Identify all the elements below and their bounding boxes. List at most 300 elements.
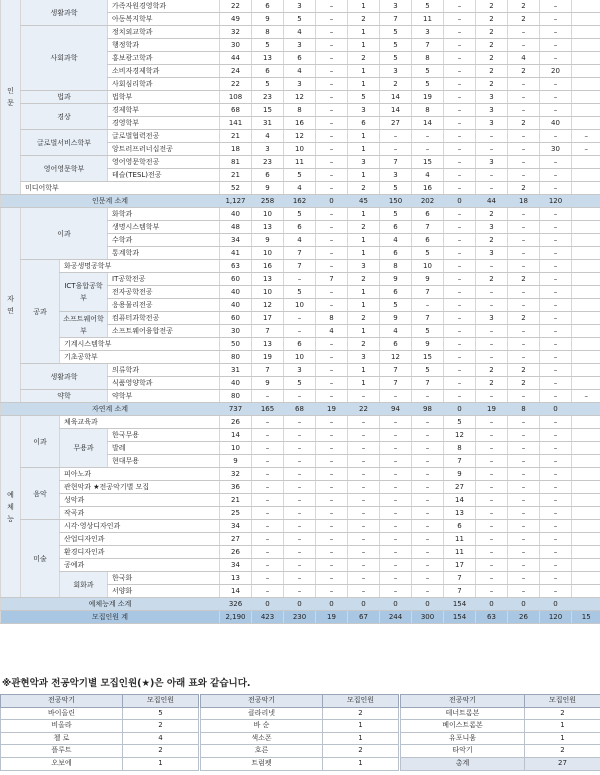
quota-cell: 2 — [476, 364, 508, 377]
department-name: 컴퓨터과학전공 — [108, 312, 220, 325]
quota-cell: 48 — [220, 221, 252, 234]
total-cell: 150 — [380, 195, 412, 208]
instrument-row — [401, 720, 600, 733]
total-cell: 154 — [444, 598, 476, 611]
quota-cell: 5 — [252, 78, 284, 91]
quota-cell: – — [252, 507, 284, 520]
quota-cell: – — [508, 533, 540, 546]
quota-cell: – — [508, 78, 540, 91]
quota-cell: 21 — [220, 169, 252, 182]
quota-cell: 19 — [252, 351, 284, 364]
quota-cell: – — [444, 221, 476, 234]
quota-cell: 9 — [380, 312, 412, 325]
quota-cell: 4 — [380, 325, 412, 338]
quota-cell: 7 — [412, 286, 444, 299]
quota-cell: 7 — [412, 377, 444, 390]
quota-cell: – — [444, 182, 476, 195]
quota-cell: – — [540, 26, 572, 39]
quota-cell: 15 — [412, 351, 444, 364]
total-cell: 737 — [220, 403, 252, 416]
quota-cell: 1 — [348, 65, 380, 78]
quota-cell: – — [540, 39, 572, 52]
quota-cell: 2 — [508, 273, 540, 286]
quota-cell: 19 — [412, 91, 444, 104]
department-name: 홍보광고학과 — [108, 52, 220, 65]
department-name: 현대무용 — [108, 455, 220, 468]
quota-cell: 7 — [380, 377, 412, 390]
quota-cell — [572, 78, 600, 91]
total-cell: 423 — [252, 611, 284, 624]
instrument-note: ※관현악과 전공악기별 모집인원(★)은 아래 표와 같습니다. — [2, 678, 251, 689]
quota-cell: – — [540, 260, 572, 273]
table-row — [1, 520, 600, 533]
quota-cell: 14 — [220, 429, 252, 442]
quota-cell: 3 — [476, 221, 508, 234]
quota-cell: 2 — [476, 234, 508, 247]
department-name: 기계시스템학부 — [60, 338, 220, 351]
quota-cell: 2 — [508, 65, 540, 78]
quota-cell: 24 — [220, 65, 252, 78]
quota-cell: 5 — [412, 0, 444, 13]
department-name: 정치외교학과 — [108, 26, 220, 39]
total-cell: 44 — [476, 195, 508, 208]
group-label: 생활과학 — [21, 0, 108, 26]
quota-cell: – — [572, 143, 600, 156]
total-label: 총계 — [401, 757, 525, 770]
quota-cell: – — [316, 481, 348, 494]
quota-cell — [572, 91, 600, 104]
table-row — [1, 572, 600, 585]
quota-cell: – — [380, 585, 412, 598]
quota-cell: 32 — [220, 468, 252, 481]
quota-cell: – — [380, 442, 412, 455]
quota-cell: – — [444, 26, 476, 39]
quota-cell — [572, 156, 600, 169]
quota-cell: – — [316, 65, 348, 78]
quota-cell: – — [508, 143, 540, 156]
instrument-row — [201, 720, 399, 733]
quota-cell: – — [476, 585, 508, 598]
quota-cell: – — [316, 91, 348, 104]
quota-cell: 12 — [252, 299, 284, 312]
quota-cell: – — [252, 468, 284, 481]
quota-cell: – — [444, 169, 476, 182]
quota-cell: 16 — [284, 117, 316, 130]
quota-cell: – — [380, 416, 412, 429]
quota-cell: – — [316, 299, 348, 312]
quota-cell: 10 — [252, 208, 284, 221]
quota-cell: – — [412, 429, 444, 442]
quota-cell: – — [540, 78, 572, 91]
area-label-science: 자 연 — [1, 208, 21, 403]
quota-cell: – — [508, 481, 540, 494]
quota-cell: 6 — [284, 338, 316, 351]
quota-cell: 9 — [412, 273, 444, 286]
instrument-row — [201, 745, 399, 758]
quota-cell: – — [252, 546, 284, 559]
total-cell: 0 — [284, 598, 316, 611]
quota-cell: – — [316, 520, 348, 533]
quota-cell: 9 — [252, 377, 284, 390]
quota-cell: – — [284, 325, 316, 338]
group-label: 소프트웨어학부 — [60, 312, 108, 338]
quota-cell: – — [508, 286, 540, 299]
quota-cell: 80 — [220, 351, 252, 364]
table-row — [1, 0, 600, 13]
quota-cell: – — [508, 520, 540, 533]
quota-cell: 4 — [284, 26, 316, 39]
quota-cell: 1 — [348, 130, 380, 143]
quota-cell: – — [412, 390, 444, 403]
quota-cell: 7 — [284, 260, 316, 273]
quota-cell: 6 — [380, 247, 412, 260]
department-name: 관현악과 ★전공악기별 모집 — [60, 481, 220, 494]
instrument-name: 바 순 — [201, 720, 323, 733]
total-cell: 18 — [508, 195, 540, 208]
quota-cell: – — [444, 39, 476, 52]
department-name: 경영학부 — [108, 117, 220, 130]
quota-cell: 6 — [284, 52, 316, 65]
table-row — [1, 91, 600, 104]
quota-cell: 2 — [508, 312, 540, 325]
quota-cell: 6 — [348, 117, 380, 130]
quota-cell: – — [540, 442, 572, 455]
quota-cell: 1 — [348, 234, 380, 247]
quota-cell — [572, 338, 600, 351]
table-row — [1, 130, 600, 143]
instrument-quota: 1 — [525, 732, 600, 745]
quota-cell: – — [476, 533, 508, 546]
quota-cell: – — [444, 390, 476, 403]
quota-cell: – — [284, 429, 316, 442]
quota-cell: – — [476, 182, 508, 195]
quota-cell: 8 — [444, 442, 476, 455]
quota-cell: – — [316, 468, 348, 481]
subtotal-label: 자연계 소계 — [1, 403, 220, 416]
quota-cell: 10 — [412, 260, 444, 273]
quota-cell: – — [348, 507, 380, 520]
total-cell: 258 — [252, 195, 284, 208]
quota-cell: 141 — [220, 117, 252, 130]
quota-cell: – — [540, 481, 572, 494]
quota-cell: – — [412, 494, 444, 507]
quota-cell: 2 — [348, 312, 380, 325]
quota-cell: 2 — [476, 13, 508, 26]
table-row — [1, 260, 600, 273]
total-cell: 326 — [220, 598, 252, 611]
quota-cell: – — [540, 299, 572, 312]
quota-cell: – — [316, 234, 348, 247]
quota-cell: 1 — [348, 78, 380, 91]
quota-cell: 8 — [252, 26, 284, 39]
quota-cell: 2 — [508, 364, 540, 377]
quota-cell: – — [540, 585, 572, 598]
quota-cell: 13 — [252, 221, 284, 234]
quota-cell: – — [508, 338, 540, 351]
total-cell: 63 — [476, 611, 508, 624]
quota-cell: 3 — [348, 260, 380, 273]
instrument-row — [201, 757, 399, 770]
quota-cell: – — [540, 286, 572, 299]
quota-cell: – — [316, 247, 348, 260]
quota-cell — [572, 286, 600, 299]
quota-cell: – — [540, 130, 572, 143]
quota-cell — [572, 494, 600, 507]
quota-cell: 3 — [476, 312, 508, 325]
quota-cell: – — [284, 533, 316, 546]
total-cell: 19 — [316, 611, 348, 624]
quota-cell: – — [348, 546, 380, 559]
quota-cell: – — [444, 377, 476, 390]
quota-cell: – — [540, 156, 572, 169]
quota-cell: 30 — [540, 143, 572, 156]
instrument-quota: 5 — [123, 707, 199, 720]
group-label: 미술 — [21, 520, 60, 598]
instrument-quota: 2 — [323, 707, 399, 720]
quota-cell: 16 — [412, 182, 444, 195]
quota-cell: 1 — [348, 26, 380, 39]
quota-cell: – — [508, 104, 540, 117]
total-cell: 19 — [316, 403, 348, 416]
table-row — [1, 208, 600, 221]
quota-cell: – — [476, 299, 508, 312]
quota-cell: – — [412, 416, 444, 429]
group-label: 경상 — [21, 104, 108, 130]
quota-cell: – — [316, 572, 348, 585]
quota-cell: 6 — [444, 520, 476, 533]
quota-cell: – — [380, 455, 412, 468]
quota-cell: 40 — [540, 117, 572, 130]
quota-cell: – — [412, 585, 444, 598]
quota-cell: 8 — [284, 104, 316, 117]
quota-cell: 23 — [252, 91, 284, 104]
instrument-quota: 1 — [323, 720, 399, 733]
department-name: 기초공학부 — [60, 351, 220, 364]
total-cell: 202 — [412, 195, 444, 208]
total-cell: 67 — [348, 611, 380, 624]
quota-cell: – — [412, 520, 444, 533]
table-row — [1, 338, 600, 351]
quota-cell: – — [508, 494, 540, 507]
quota-cell: 12 — [444, 429, 476, 442]
group-label: 무용과 — [60, 429, 108, 468]
quota-cell: 3 — [252, 143, 284, 156]
quota-cell — [572, 221, 600, 234]
quota-cell: – — [284, 312, 316, 325]
quota-cell: – — [252, 429, 284, 442]
quota-cell: 21 — [220, 494, 252, 507]
department-name: 환경디자인과 — [60, 546, 220, 559]
quota-cell: 40 — [220, 286, 252, 299]
quota-cell: – — [508, 234, 540, 247]
quota-cell: 3 — [476, 117, 508, 130]
quota-cell: – — [508, 156, 540, 169]
quota-cell: 6 — [380, 338, 412, 351]
quota-cell: 7 — [412, 39, 444, 52]
quota-cell: 6 — [252, 0, 284, 13]
instrument-header: 전공악기 — [401, 695, 525, 708]
quota-cell: 5 — [412, 247, 444, 260]
quota-cell: 6 — [380, 286, 412, 299]
quota-cell: – — [508, 221, 540, 234]
quota-cell: – — [316, 416, 348, 429]
quota-cell: 27 — [220, 533, 252, 546]
department-name: 소비자경제학과 — [108, 65, 220, 78]
quota-cell — [572, 507, 600, 520]
quota-cell: – — [444, 65, 476, 78]
quota-cell: 5 — [284, 13, 316, 26]
department-name: 화공생명공학부 — [60, 260, 220, 273]
quota-cell: 40 — [220, 208, 252, 221]
quota-cell: – — [476, 130, 508, 143]
quota-cell: 5 — [380, 182, 412, 195]
quota-cell: – — [444, 13, 476, 26]
group-label: 이과 — [21, 208, 108, 260]
department-name: 생명시스템학부 — [108, 221, 220, 234]
department-name: 작곡과 — [60, 507, 220, 520]
quota-cell: – — [348, 442, 380, 455]
quota-cell: – — [348, 455, 380, 468]
table-row — [1, 416, 600, 429]
quota-cell: – — [540, 559, 572, 572]
quota-cell: 2 — [348, 338, 380, 351]
quota-cell: 2 — [348, 273, 380, 286]
quota-cell: – — [540, 312, 572, 325]
quota-cell: – — [476, 429, 508, 442]
department-name: 화학과 — [108, 208, 220, 221]
quota-cell: 11 — [444, 546, 476, 559]
department-name: 한국화 — [108, 572, 220, 585]
total-cell: 0 — [444, 403, 476, 416]
quota-cell: – — [476, 442, 508, 455]
group-label: 공과 — [21, 260, 60, 364]
quota-cell — [572, 546, 600, 559]
quota-cell: 26 — [220, 416, 252, 429]
quota-cell: – — [316, 130, 348, 143]
department-name: 테슬(TESL)전공 — [108, 169, 220, 182]
quota-cell: 50 — [220, 338, 252, 351]
quota-cell: 7 — [444, 585, 476, 598]
quota-cell: 4 — [284, 65, 316, 78]
quota-cell: – — [444, 338, 476, 351]
instrument-table-2 — [200, 694, 399, 771]
quota-cell: – — [508, 299, 540, 312]
quota-cell — [572, 169, 600, 182]
quota-cell: 1 — [348, 208, 380, 221]
department-name: 산업디자인과 — [60, 533, 220, 546]
quota-cell — [572, 559, 600, 572]
quota-cell: 6 — [412, 208, 444, 221]
total-cell: 0 — [252, 598, 284, 611]
quota-cell: 40 — [220, 299, 252, 312]
quota-cell: 81 — [220, 156, 252, 169]
quota-cell: 14 — [412, 117, 444, 130]
quota-cell: – — [316, 507, 348, 520]
department-name: 발레 — [108, 442, 220, 455]
quota-cell: – — [508, 169, 540, 182]
quota-cell: – — [540, 208, 572, 221]
quota-cell: – — [444, 364, 476, 377]
quota-cell — [572, 13, 600, 26]
quota-cell: 7 — [444, 572, 476, 585]
quota-cell: – — [252, 520, 284, 533]
quota-cell: 7 — [380, 13, 412, 26]
area-label-humanities: 인 문 — [1, 0, 21, 195]
quota-cell: – — [316, 117, 348, 130]
quota-cell: 2 — [476, 65, 508, 78]
instrument-quota: 2 — [123, 720, 199, 733]
quota-cell: 2 — [476, 377, 508, 390]
quota-cell: – — [412, 442, 444, 455]
total-cell: 1,127 — [220, 195, 252, 208]
department-name: 아동복지학부 — [108, 13, 220, 26]
quota-cell: 9 — [220, 455, 252, 468]
quota-cell: – — [316, 143, 348, 156]
department-name: 의류학과 — [108, 364, 220, 377]
quota-cell: 18 — [220, 143, 252, 156]
quota-cell: 12 — [284, 130, 316, 143]
quota-cell: 2 — [476, 39, 508, 52]
quota-cell: 3 — [412, 26, 444, 39]
quota-cell: – — [508, 507, 540, 520]
quota-cell: 1 — [348, 377, 380, 390]
quota-cell: – — [508, 455, 540, 468]
total-cell: 8 — [508, 403, 540, 416]
table-row — [1, 156, 600, 169]
quota-cell — [572, 468, 600, 481]
quota-cell: – — [476, 559, 508, 572]
quota-cell: 8 — [412, 52, 444, 65]
department-name: 사회심리학과 — [108, 78, 220, 91]
quota-cell: – — [412, 546, 444, 559]
quota-cell: 7 — [252, 325, 284, 338]
quota-cell — [572, 39, 600, 52]
department-name: 성악과 — [60, 494, 220, 507]
quota-cell: 10 — [284, 351, 316, 364]
quota-cell: – — [444, 273, 476, 286]
quota-cell: – — [540, 494, 572, 507]
quota-cell: 13 — [252, 273, 284, 286]
quota-cell: – — [540, 455, 572, 468]
department-name: 전자공학전공 — [108, 286, 220, 299]
instrument-quota: 1 — [525, 720, 600, 733]
quota-cell: – — [444, 78, 476, 91]
department-name: 영어영문학전공 — [108, 156, 220, 169]
quota-cell: 6 — [252, 65, 284, 78]
quota-cell — [572, 429, 600, 442]
total-cell: 15 — [572, 611, 600, 624]
quota-cell: – — [316, 494, 348, 507]
quota-cell: – — [348, 494, 380, 507]
quota-cell: 34 — [220, 520, 252, 533]
quota-cell: 13 — [252, 52, 284, 65]
instrument-row — [1, 720, 199, 733]
quota-cell: 17 — [444, 559, 476, 572]
quota-cell: – — [508, 442, 540, 455]
quota-cell: 2 — [476, 26, 508, 39]
quota-cell: – — [508, 26, 540, 39]
quota-cell: – — [348, 481, 380, 494]
subtotal-row-science — [1, 403, 600, 416]
table-row — [1, 104, 600, 117]
instrument-table-1 — [0, 694, 199, 771]
quota-cell: 13 — [252, 338, 284, 351]
quota-cell: – — [444, 208, 476, 221]
quota-cell: 10 — [252, 286, 284, 299]
quota-cell: – — [444, 156, 476, 169]
group-label: 음악 — [21, 468, 60, 520]
quota-cell: – — [540, 351, 572, 364]
